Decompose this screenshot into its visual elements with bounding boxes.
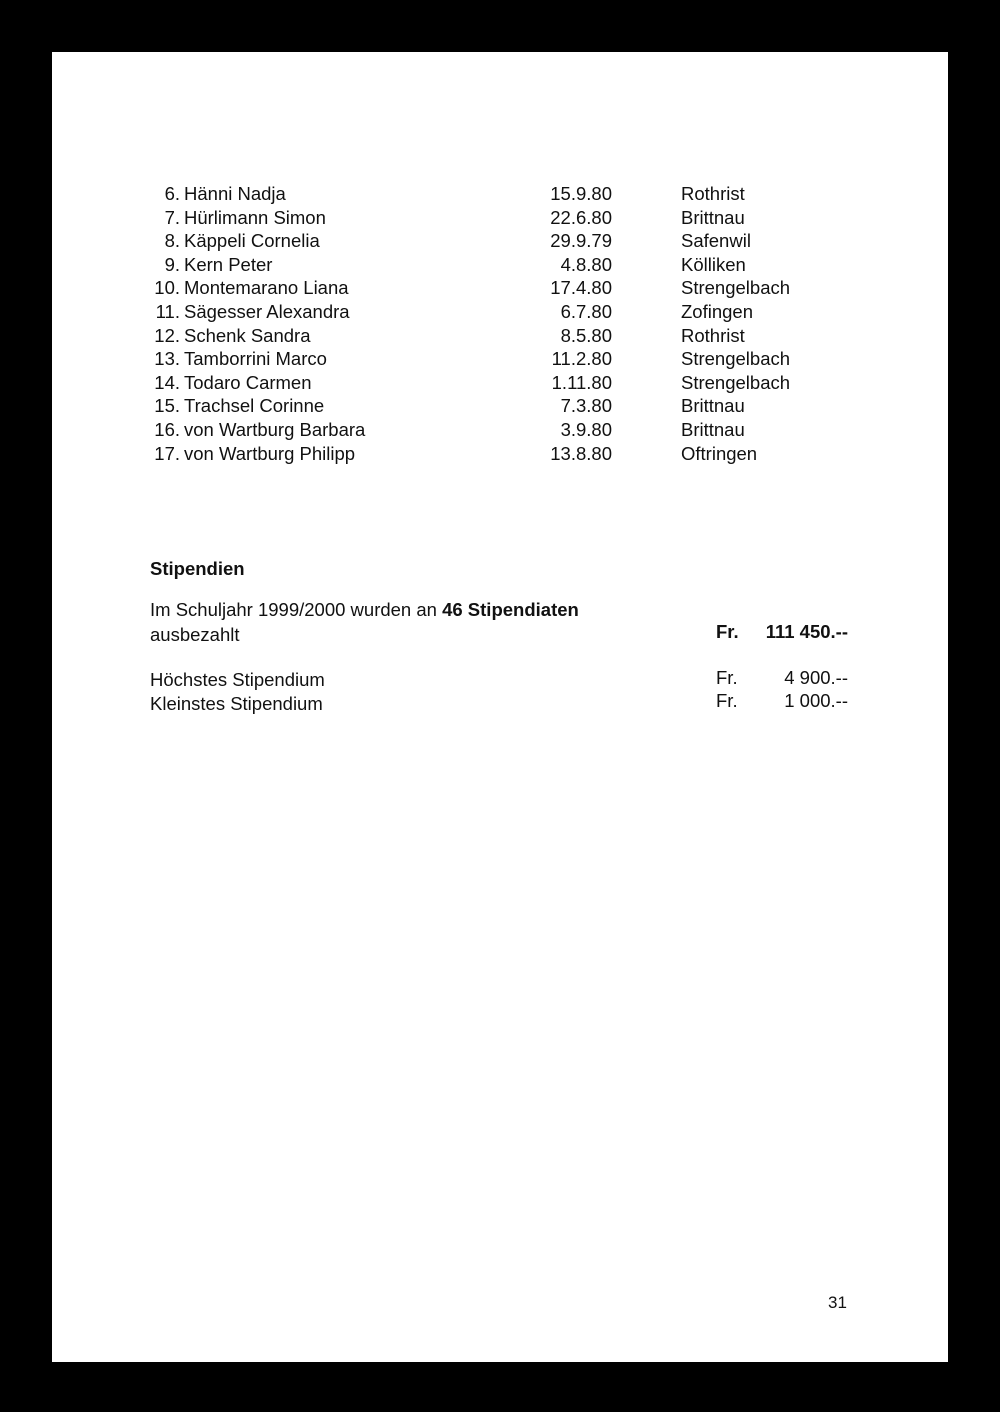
student-number: 11. [155, 300, 180, 322]
intro-text: Im Schuljahr 1999/2000 wurden an [150, 599, 443, 620]
student-number: 10. [154, 277, 180, 299]
highest-label: Höchstes Stipendium [150, 669, 325, 690]
student-row [52, 418, 948, 442]
document-page [52, 52, 948, 1362]
student-row [52, 394, 948, 418]
intro-line2: ausbezahlt [150, 624, 240, 645]
intro-bold-count: 46 Stipendiaten [442, 599, 579, 620]
student-name: Hänni Nadja [184, 183, 286, 204]
student-row [52, 442, 948, 466]
student-place: Oftringen [681, 442, 758, 464]
student-name: Todaro Carmen [184, 371, 312, 393]
student-name: Tamborrini Marco [184, 348, 327, 370]
stipendien-intro [150, 597, 670, 647]
page-number: 31 [828, 1293, 847, 1312]
student-name: von Wartburg Philipp [184, 442, 356, 464]
lowest-currency: Fr. [716, 690, 738, 711]
student-place: Brittnau [681, 206, 745, 228]
student-birthdate: 15.9.80 [550, 183, 612, 204]
student-place: Brittnau [681, 418, 745, 440]
student-number: 17. [154, 442, 180, 464]
student-name: Hürlimann Simon [184, 206, 326, 228]
student-number: 13. [154, 348, 180, 370]
total-amount: 111 450.-- [765, 621, 848, 642]
student-name: Trachsel Corinne [184, 395, 325, 417]
student-place: Safenwil [681, 230, 751, 252]
student-birthdate: 29.9.79 [550, 230, 612, 252]
student-birthdate: 6.7.80 [560, 300, 612, 322]
student-birthdate: 13.8.80 [550, 442, 612, 464]
student-row [52, 229, 948, 253]
student-birthdate: 3.9.80 [560, 418, 612, 440]
student-birthdate: 17.4.80 [550, 277, 612, 299]
total-currency: Fr. [716, 621, 739, 642]
student-number: 6. [164, 183, 180, 204]
student-place: Rothrist [681, 183, 745, 204]
student-birthdate: 8.5.80 [560, 324, 612, 346]
student-place: Kölliken [681, 253, 746, 275]
student-row [52, 253, 948, 277]
student-place: Strengelbach [681, 277, 791, 299]
student-row [52, 182, 948, 206]
student-number: 12. [154, 324, 180, 346]
student-place: Strengelbach [681, 371, 791, 393]
student-name: Sägesser Alexandra [184, 300, 350, 322]
lowest-amount: 1 000.-- [784, 690, 848, 711]
student-number: 15. [154, 395, 180, 417]
student-list [52, 182, 948, 465]
student-number: 9. [164, 253, 180, 275]
student-place: Brittnau [681, 395, 745, 417]
student-row [52, 347, 948, 371]
student-row [52, 206, 948, 230]
highest-amount: 4 900.-- [784, 667, 848, 688]
lowest-label: Kleinstes Stipendium [150, 693, 323, 714]
student-birthdate: 22.6.80 [550, 206, 612, 228]
student-number: 7. [164, 206, 180, 228]
student-place: Zofingen [681, 300, 753, 322]
highest-currency: Fr. [716, 667, 738, 688]
section-title: Stipendien [150, 558, 245, 579]
student-place: Rothrist [681, 324, 745, 346]
student-number: 8. [164, 230, 180, 252]
student-name: Montemarano Liana [184, 277, 349, 299]
student-name: von Wartburg Barbara [184, 418, 366, 440]
student-birthdate: 4.8.80 [560, 253, 612, 275]
student-number: 16. [154, 418, 180, 440]
student-row [52, 300, 948, 324]
student-birthdate: 1.11.80 [551, 371, 612, 393]
student-name: Schenk Sandra [184, 324, 311, 346]
student-name: Kern Peter [184, 253, 273, 275]
student-birthdate: 7.3.80 [560, 395, 612, 417]
student-row [52, 371, 948, 395]
student-row [52, 276, 948, 300]
student-place: Strengelbach [681, 348, 791, 370]
student-name: Käppeli Cornelia [184, 230, 320, 252]
student-number: 14. [154, 371, 180, 393]
student-birthdate: 11.2.80 [551, 348, 612, 370]
student-row [52, 324, 948, 348]
